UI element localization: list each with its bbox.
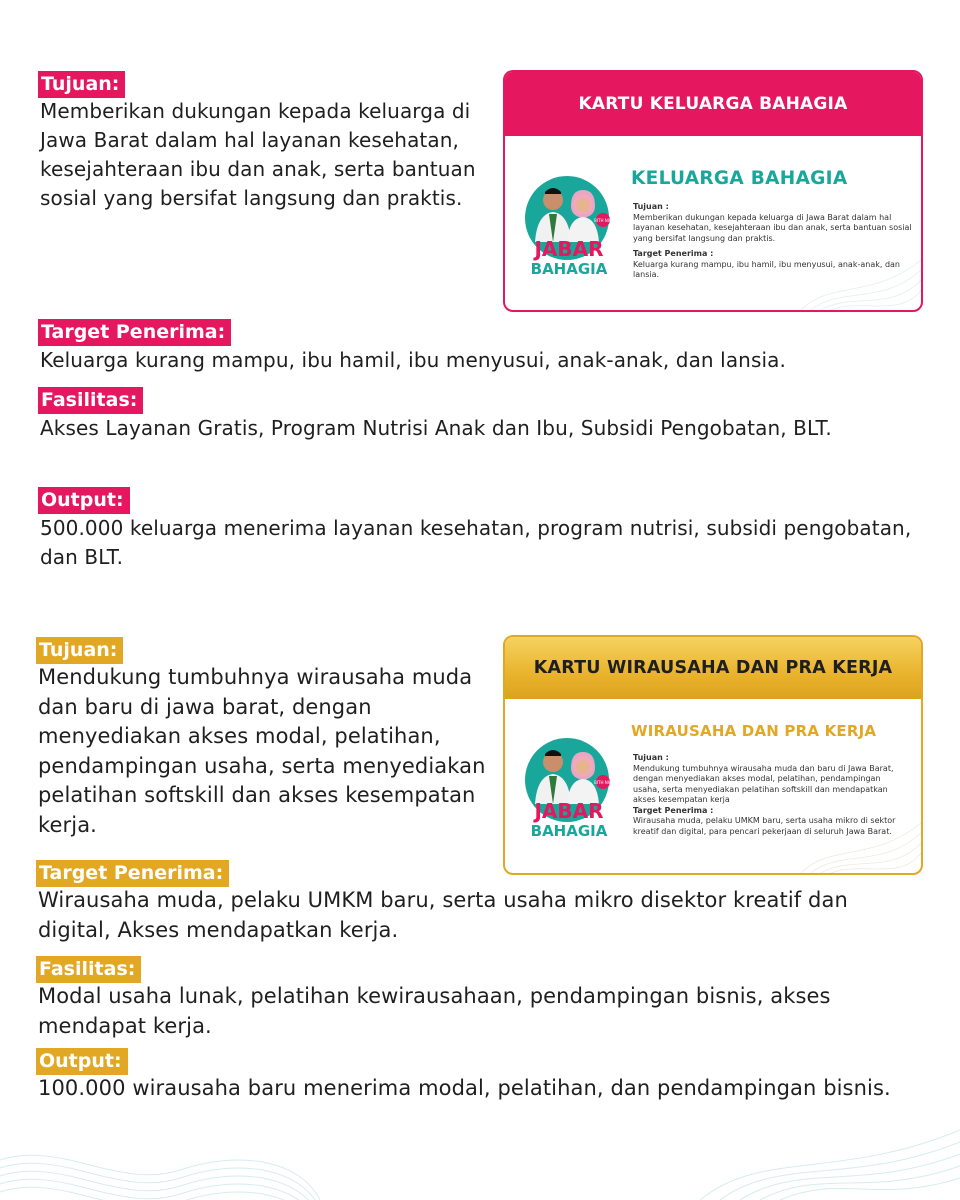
card-tujuan-text: Memberikan dukungan kepada keluarga di Jawa Barat dalam hal layanan kesehatan, kesejahteraan ibu dan anak, serta bantuan sosial yang bersifat langsung dan praktis. — [633, 212, 912, 243]
svg-text:BAHAGIA: BAHAGIA — [530, 260, 608, 278]
tujuan-label: Tujuan: — [38, 71, 125, 98]
card-description — [633, 202, 913, 281]
card-header: KARTU WIRAUSAHA DAN PRA KERJA — [505, 637, 921, 699]
kartu-wirausaha-card — [503, 635, 923, 875]
jabar-bahagia-logo-icon — [519, 170, 619, 294]
target-penerima-label: Target Penerima: — [38, 319, 231, 346]
wave-line-decoration-icon — [0, 1100, 320, 1200]
card-description — [633, 753, 903, 837]
output-label: Output: — [38, 487, 130, 514]
card-target-label: Target Penerima : — [633, 249, 714, 258]
card-tujuan-text: Mendukung tumbuhnya wirausaha muda dan baru di Jawa Barat, dengan menyediakan akses modal, pelatihan, pendampingan usaha, serta menyediakan pelatihan softskill dan mendapatkan akses kesempatan kerja — [633, 763, 894, 804]
target-penerima-text: Wirausaha muda, pelaku UMKM baru, serta usaha mikro disektor kreatif dan digital, Akses mendapatkan kerja. — [38, 888, 848, 942]
fasilitas-text: Akses Layanan Gratis, Program Nutrisi Anak dan Ibu, Subsidi Pengobatan, BLT. — [40, 416, 832, 440]
wave-line-decoration-icon — [700, 1120, 960, 1200]
jabar-bahagia-logo-icon — [519, 732, 619, 856]
card-target-text: Wirausaha muda, pelaku UMKM baru, serta usaha mikro di sektor kreatif dan digital, para pencari pekerjaan di seluruh Jawa Barat. — [633, 816, 896, 836]
output-text: 500.000 keluarga menerima layanan kesehatan, program nutrisi, subsidi pengobatan, dan BLT. — [40, 516, 912, 569]
target-penerima-label: Target Penerima: — [36, 860, 229, 887]
svg-text:JABAR: JABAR — [534, 237, 604, 261]
tujuan-text: Memberikan dukungan kepada keluarga di Jawa Barat dalam hal layanan kesehatan, kesejahteraan ibu dan anak, serta bantuan sosial yang bersifat langsung dan praktis. — [40, 99, 476, 210]
card-tujuan-label: Tujuan : — [633, 202, 669, 211]
svg-text:JABAR: JABAR — [534, 799, 604, 823]
kartu-keluarga-bahagia-card — [503, 70, 923, 312]
tujuan-label: Tujuan: — [36, 637, 123, 664]
svg-text:BITH NIH: BITH NIH — [594, 218, 612, 223]
card-title: WIRAUSAHA DAN PRA KERJA — [631, 722, 877, 740]
fasilitas-text: Modal usaha lunak, pelatihan kewirausahaan, pendampingan bisnis, akses mendapat kerja. — [38, 984, 831, 1038]
svg-text:BITH NIH: BITH NIH — [594, 780, 612, 785]
card-target-text: Keluarga kurang mampu, ibu hamil, ibu menyusui, anak-anak, dan lansia. — [633, 259, 900, 279]
card-header: KARTU KELUARGA BAHAGIA — [505, 72, 921, 136]
output-label: Output: — [36, 1048, 128, 1075]
card-tujuan-label: Tujuan : — [633, 753, 669, 762]
svg-text:BAHAGIA: BAHAGIA — [530, 822, 608, 840]
output-text: 100.000 wirausaha baru menerima modal, pelatihan, dan pendampingan bisnis. — [38, 1076, 891, 1100]
fasilitas-label: Fasilitas: — [36, 956, 141, 983]
card-target-label: Target Penerima : — [633, 805, 714, 815]
target-penerima-text: Keluarga kurang mampu, ibu hamil, ibu menyusui, anak-anak, dan lansia. — [40, 348, 786, 372]
card-title: KELUARGA BAHAGIA — [631, 168, 848, 189]
tujuan-text: Mendukung tumbuhnya wirausaha muda dan baru di jawa barat, dengan menyediakan akses modal, pelatihan, pendampingan usaha, serta menyediakan pelatihan softskill dan akses kesempatan kerja. — [38, 665, 486, 837]
fasilitas-label: Fasilitas: — [38, 387, 143, 414]
